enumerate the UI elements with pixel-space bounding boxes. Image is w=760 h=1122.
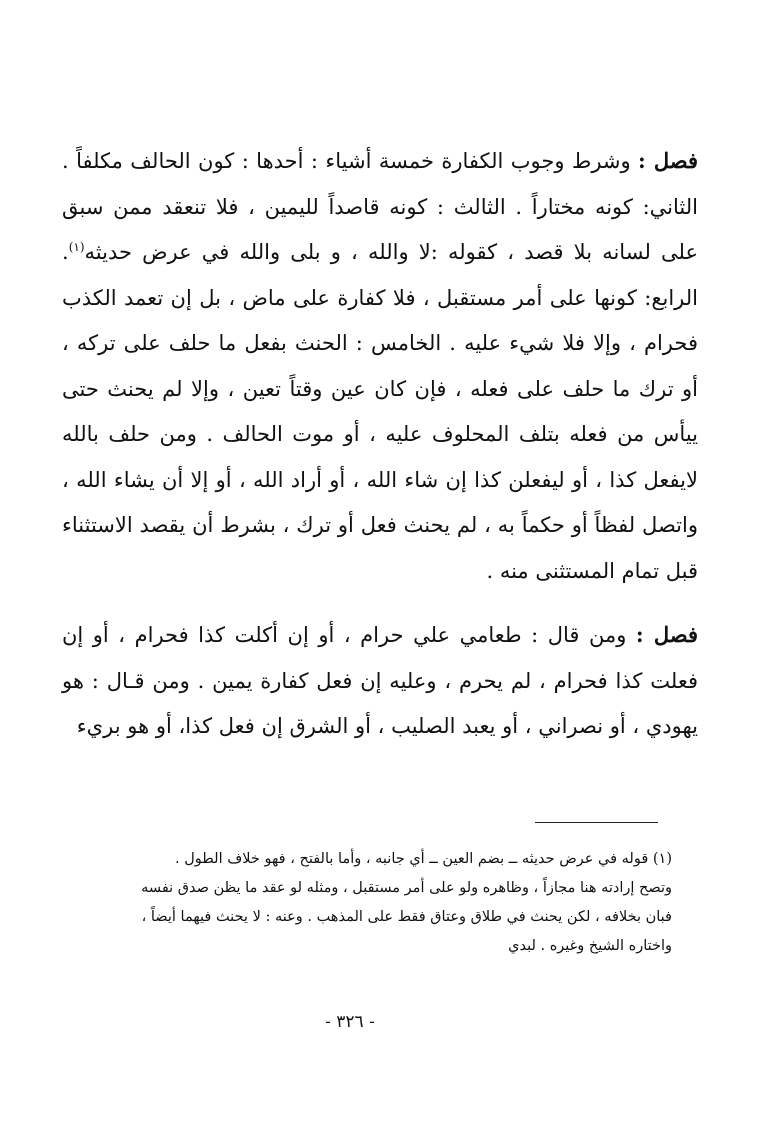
footnote-line: (١) قوله في عرض حديثه ــ بضم العين ــ أي جانبه ، وأما بالفتح ، فهو خلاف الطول .: [175, 851, 672, 867]
footnote-line: واختاره الشيخ وغيره . لبدي: [508, 938, 672, 954]
main-text: [62, 138, 698, 750]
page-number: - ٣٢٦ -: [325, 1012, 375, 1032]
footnote-reference: (١): [68, 240, 85, 254]
footnote-separator: [535, 822, 658, 823]
section-text-continued: . الرابع: كونها على أمر مستقبل ، فلا كفارة على ماض ، بل إن تعمد الكذب فحرام ، وإلا فلا شيء عليه . الخامس : الحنث بفعل ما حلف على تركه ، أو ترك ما حلف على فعله ، فإن كان عين وقتاً تعين ، وإلا لم يحنث حتى ييأس من فعله بتلف المحلوف عليه ، أو موت الحالف . ومن حلف بالله لايفعل كذا ، أو ليفعلن كذا إن شاء الله ، أو أراد الله ، أو إلا أن يشاء الله ، واتصل لفظاً أو حكماً به ، لم يحنث فعل أو ترك ، بشرط أن يقصد الاستثناء قبل تمام المستثنى منه .: [62, 240, 698, 583]
section-conditions-of-expiation: [62, 138, 698, 594]
section-label: فصل :: [635, 622, 699, 647]
footnote-line: وتصح إرادته هنا مجازاً ، وظاهره ولو على أمر مستقبل ، ومثله لو عقد ما يظن صدق نفسه: [141, 880, 672, 896]
footnote-line: فبان بخلافه ، لكن يحنث في طلاق وعتاق فقط على المذهب . وعنه : لا يحنث فيهما أيضاً ،: [141, 909, 672, 925]
footnotes: [62, 845, 672, 961]
section-forbidding-food: [62, 612, 698, 750]
section-label: فصل :: [638, 148, 698, 173]
section-text: وشرط وجوب الكفارة خمسة أشياء : أحدها : كون الحالف مكلفاً . الثاني: كونه مختاراً . الثالث : كونه قاصداً لليمين ، فلا تنعقد ممن سبق على لسانه بلا قصد ، كقوله :لا والله ، و بلى والله في عرض حديثه: [62, 149, 698, 264]
section-text: ومن قال : طعامي علي حرام ، أو إن أكلت كذا فحرام ، أو إن فعلت كذا فحرام ، لم يحرم ، وعليه إن فعل كفارة يمين . ومن قـال : هو يهودي ، أو نصراني ، أو يعبد الصليب ، أو الشرق إن فعل كذا، أو هو بريء: [62, 623, 698, 738]
